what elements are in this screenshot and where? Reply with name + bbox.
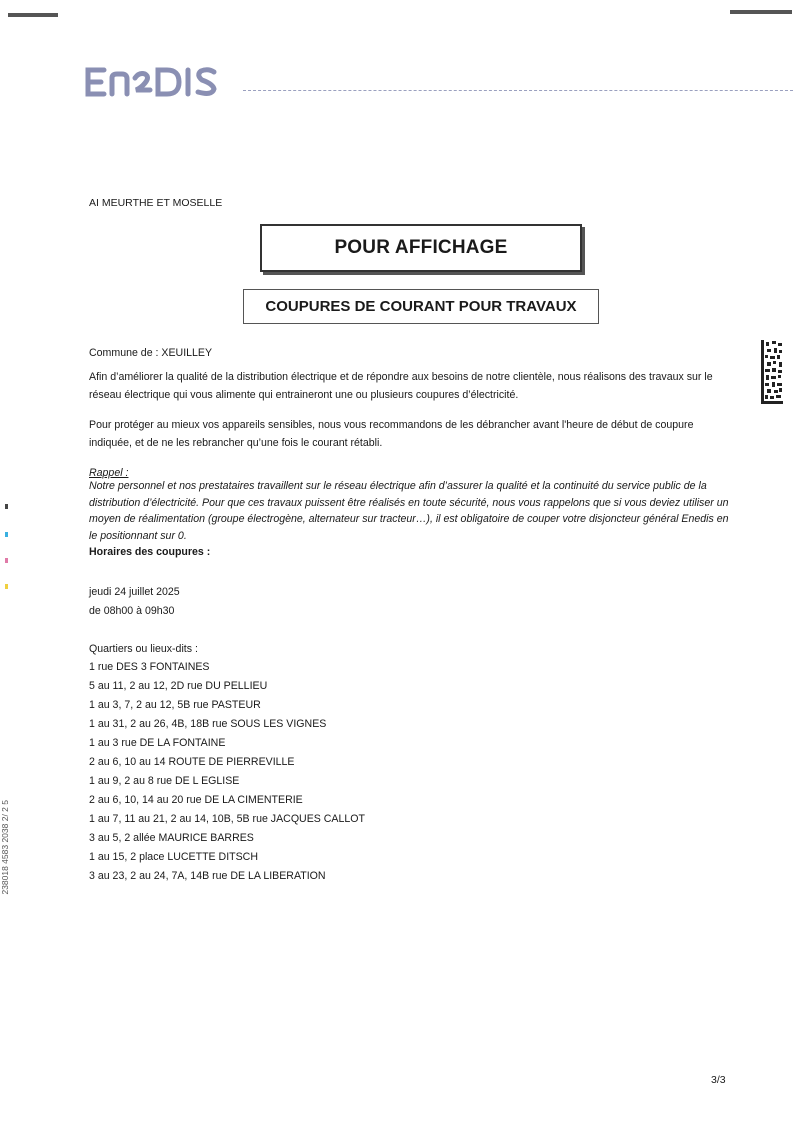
region-label: AI MEURTHE ET MOSELLE	[89, 197, 223, 209]
list-item: 1 au 15, 2 place LUCETTE DITSCH	[89, 851, 258, 863]
list-item: 1 rue DES 3 FONTAINES	[89, 661, 210, 673]
page-number: 3/3	[711, 1074, 726, 1086]
rappel-paragraph: Notre personnel et nos prestataires travaillent sur le réseau électrique afin d’assurer la qualité et la continuité du service public de la distribution d’électricité. Pour que ces travaux puissent être réalisés en toute sécurité, nous vous rappelons que si vous deviez utiliser un moyen de réalimentation (groupe électrogène, alternateur sur tracteur…), il est obligatoire de couper votre disjoncteur général Enedis en le positionnant sur 0.	[89, 480, 729, 542]
scan-side-code: 238018 4583 2038 2/ 2 5	[0, 800, 10, 895]
coupure-time: de 08h00 à 09h30	[89, 605, 175, 617]
coupures-title: COUPURES DE COURANT POUR TRAVAUX	[243, 289, 599, 324]
list-item: 5 au 11, 2 au 12, 2D rue DU PELLIEU	[89, 680, 268, 692]
list-item: 1 au 31, 2 au 26, 4B, 18B rue SOUS LES VIGNES	[89, 718, 327, 730]
list-item: 1 au 9, 2 au 8 rue DE L EGLISE	[89, 775, 240, 787]
list-item: 1 au 3, 7, 2 au 12, 5B rue PASTEUR	[89, 699, 261, 711]
coupure-date: jeudi 24 juillet 2025	[89, 586, 180, 598]
datamatrix-barcode	[761, 340, 783, 404]
list-item: 2 au 6, 10 au 14 ROUTE DE PIERREVILLE	[89, 756, 295, 768]
quartiers-heading: Quartiers ou lieux-dits :	[89, 643, 198, 655]
rappel-heading: Rappel :	[89, 467, 129, 479]
advice-paragraph: Pour protéger au mieux vos appareils sensibles, nous vous recommandons de les débrancher avant l'heure de début de coupure indiquée, et de ne les rebrancher qu’une fois le courant rétabli.	[89, 419, 694, 449]
commune-line: Commune de : XEUILLEY	[89, 347, 213, 359]
intro-paragraph: Afin d’améliorer la qualité de la distribution électrique et de répondre aux besoins de notre clientèle, nous réalisons des travaux sur le réseau électrique qui vous alimente qui entraineront une ou plusieurs coupures d’électricité.	[89, 371, 713, 401]
horaires-heading: Horaires des coupures :	[89, 546, 211, 558]
enedis-logo	[84, 64, 234, 108]
color-mark-magenta	[5, 558, 8, 563]
color-mark-cyan	[5, 532, 8, 537]
list-item: 1 au 7, 11 au 21, 2 au 14, 10B, 5B rue JACQUES CALLOT	[89, 813, 365, 825]
scan-mark-top-left	[8, 13, 58, 17]
scan-mark-top-right	[730, 10, 792, 14]
logo-divider	[243, 90, 793, 91]
pour-affichage-title: POUR AFFICHAGE	[260, 224, 582, 272]
list-item: 2 au 6, 10, 14 au 20 rue DE LA CIMENTERIE	[89, 794, 303, 806]
list-item: 3 au 23, 2 au 24, 7A, 14B rue DE LA LIBERATION	[89, 870, 326, 882]
enedis-logo-mark	[84, 64, 234, 100]
color-mark-yellow	[5, 584, 8, 589]
list-item: 3 au 5, 2 allée MAURICE BARRES	[89, 832, 254, 844]
color-mark-black	[5, 504, 8, 509]
list-item: 1 au 3 rue DE LA FONTAINE	[89, 737, 226, 749]
lieux-list	[89, 658, 365, 886]
